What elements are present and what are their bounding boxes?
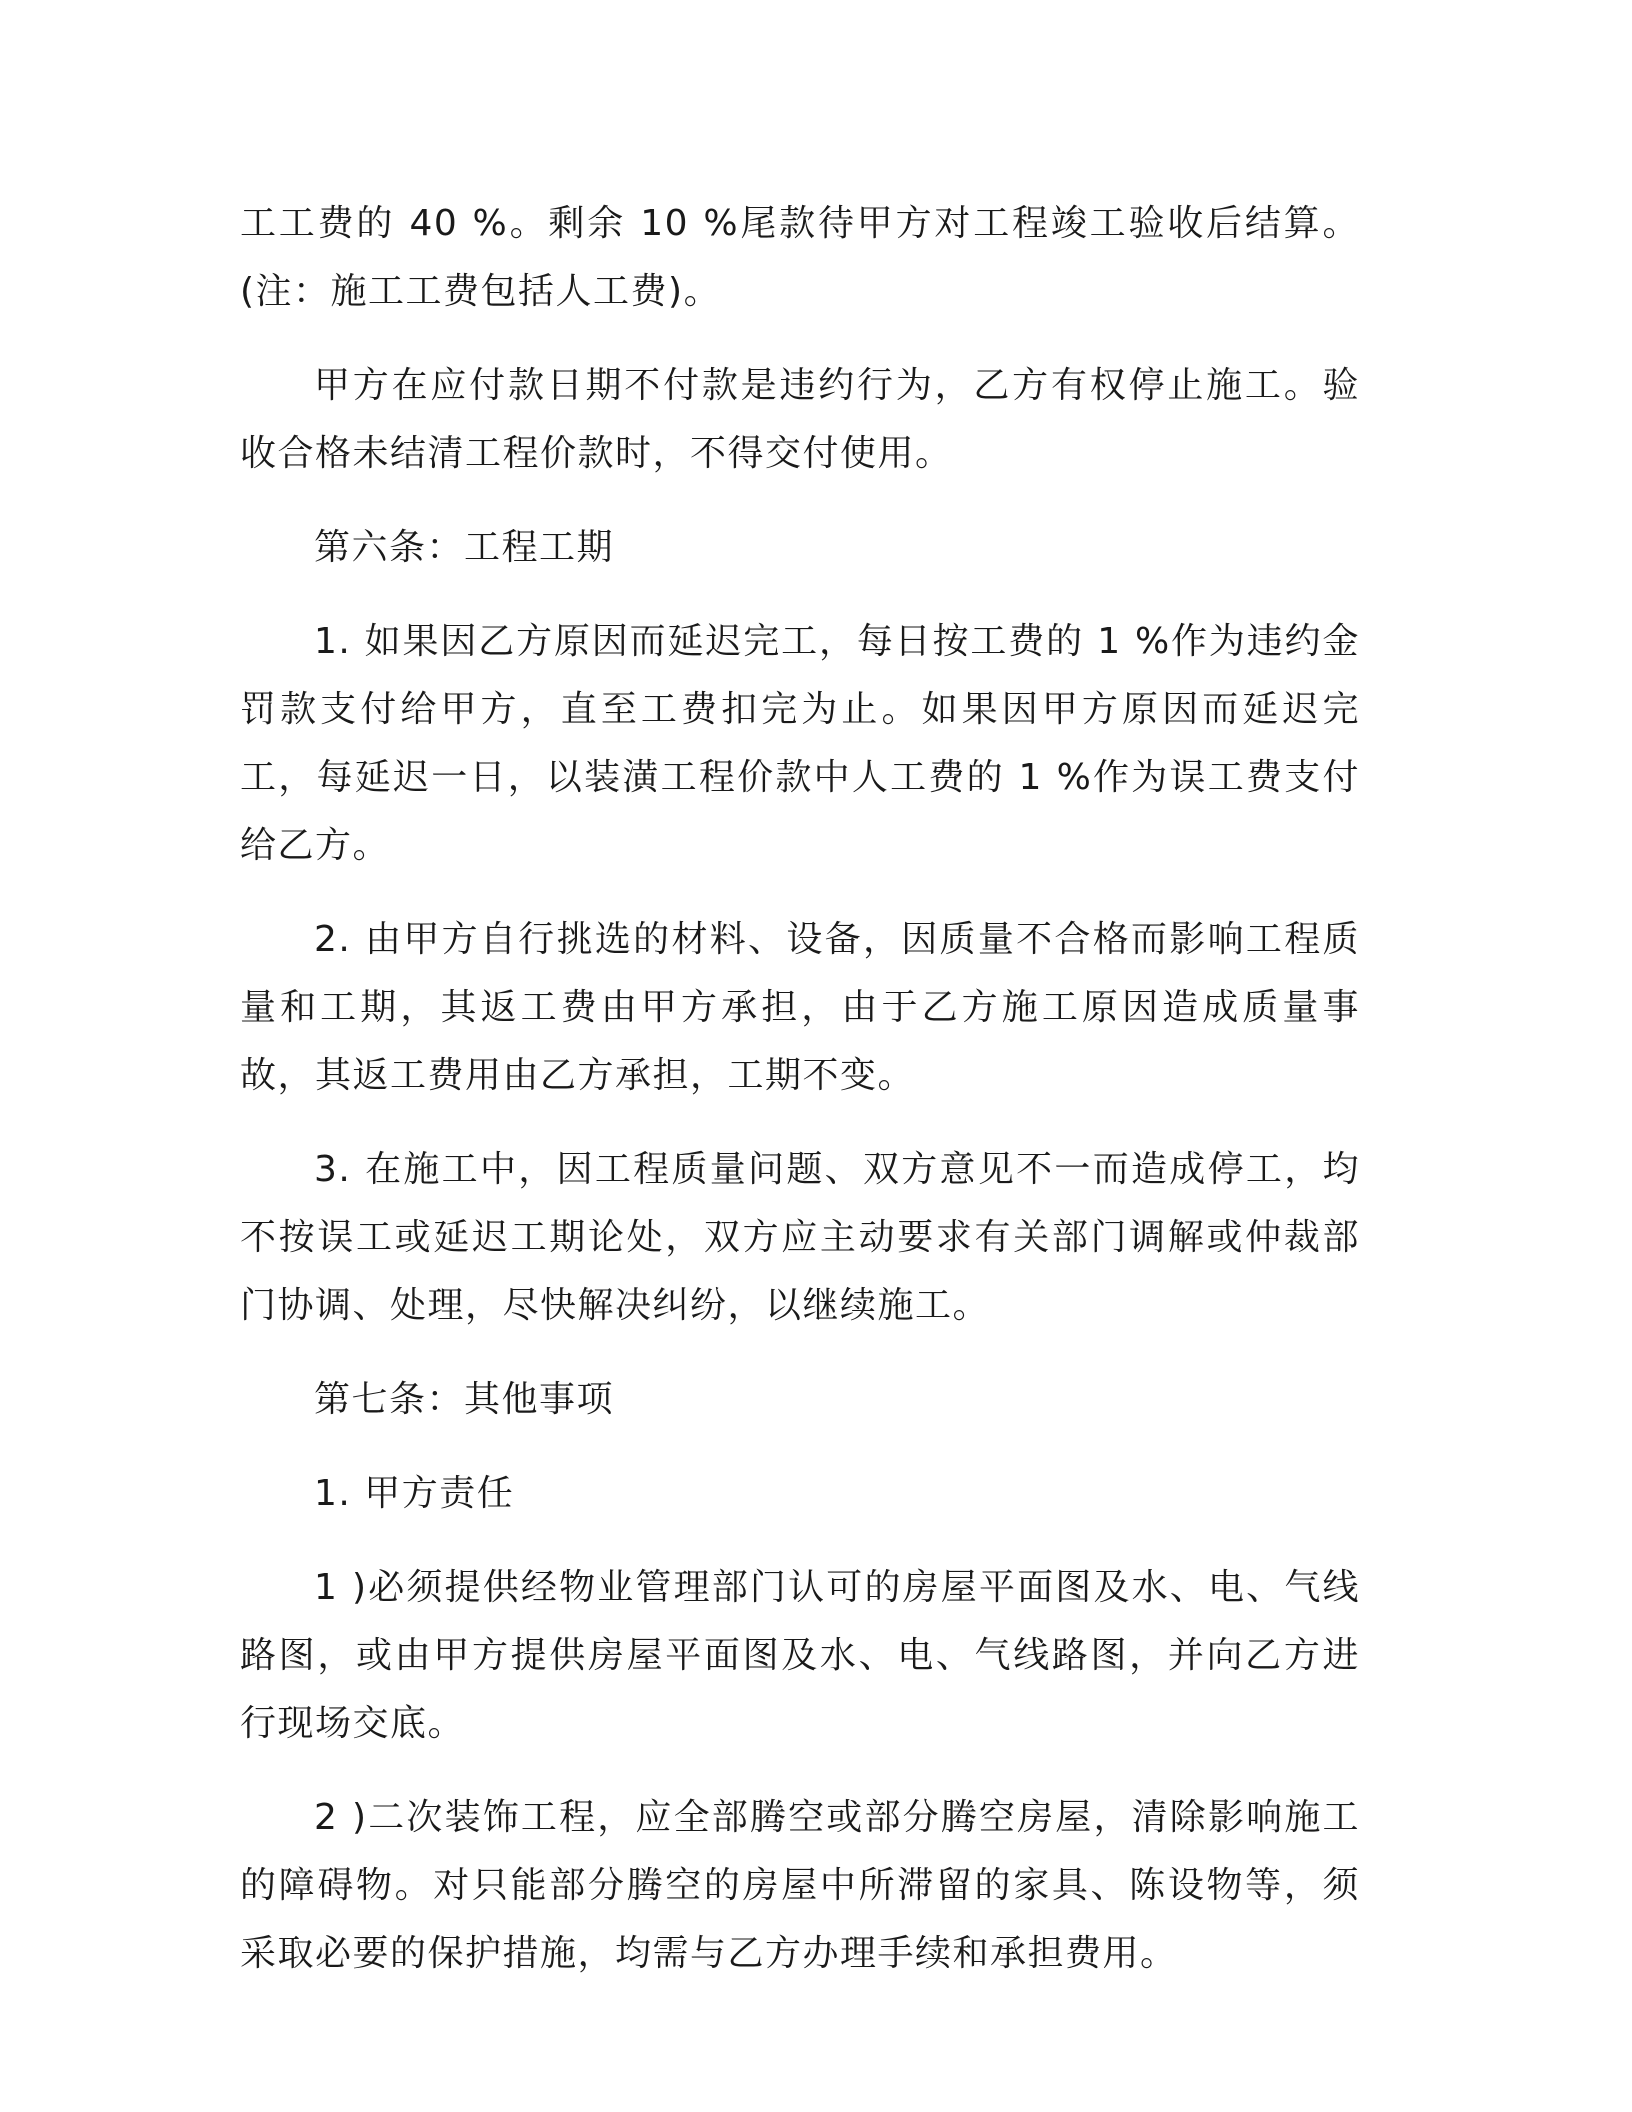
clause-6-3: 3. 在施工中，因工程质量问题、双方意见不一而造成停工，均不按误工或延迟工期论处，双方应主动要求有关部门调解或仲裁部门协调、处理，尽快解决纠纷，以继续施工。 [240,1149,1360,1326]
document-page [240,190,1360,2014]
clause-7-1-2: 2 )二次装饰工程，应全部腾空或部分腾空房屋，清除影响施工的障碍物。对只能部分腾空的房屋中所滞留的家具、陈设物等，须采取必要的保护措施，均需与乙方办理手续和承担费用。 [240,1797,1360,1974]
clause-6-1: 1. 如果因乙方原因而延迟完工，每日按工费的 1 %作为违约金罚款支付给甲方，直至工费扣完为止。如果因甲方原因而延迟完工，每延迟一日，以装潢工程价款中人工费的 1 %作为误工费支付给乙方。 [240,621,1360,866]
section-heading-article-7: 第七条：其他事项 [314,1379,615,1420]
paragraph-late-payment: 甲方在应付款日期不付款是违约行为，乙方有权停止施工。验收合格未结清工程价款时，不得交付使用。 [240,365,1360,474]
clause-7-1-1: 1 )必须提供经物业管理部门认可的房屋平面图及水、电、气线路图，或由甲方提供房屋平面图及水、电、气线路图，并向乙方进行现场交底。 [240,1567,1360,1744]
clause-6-2: 2. 由甲方自行挑选的材料、设备，因质量不合格而影响工程质量和工期，其返工费由甲方承担，由于乙方施工原因造成质量事故，其返工费用由乙方承担，工期不变。 [240,919,1360,1096]
paragraph-payment-balance: 工工费的 40 %。剩余 10 %尾款待甲方对工程竣工验收后结算。(注：施工工费包括人工费)。 [240,203,1360,312]
clause-7-1-heading: 1. 甲方责任 [314,1473,515,1514]
section-heading-article-6: 第六条：工程工期 [314,527,615,568]
